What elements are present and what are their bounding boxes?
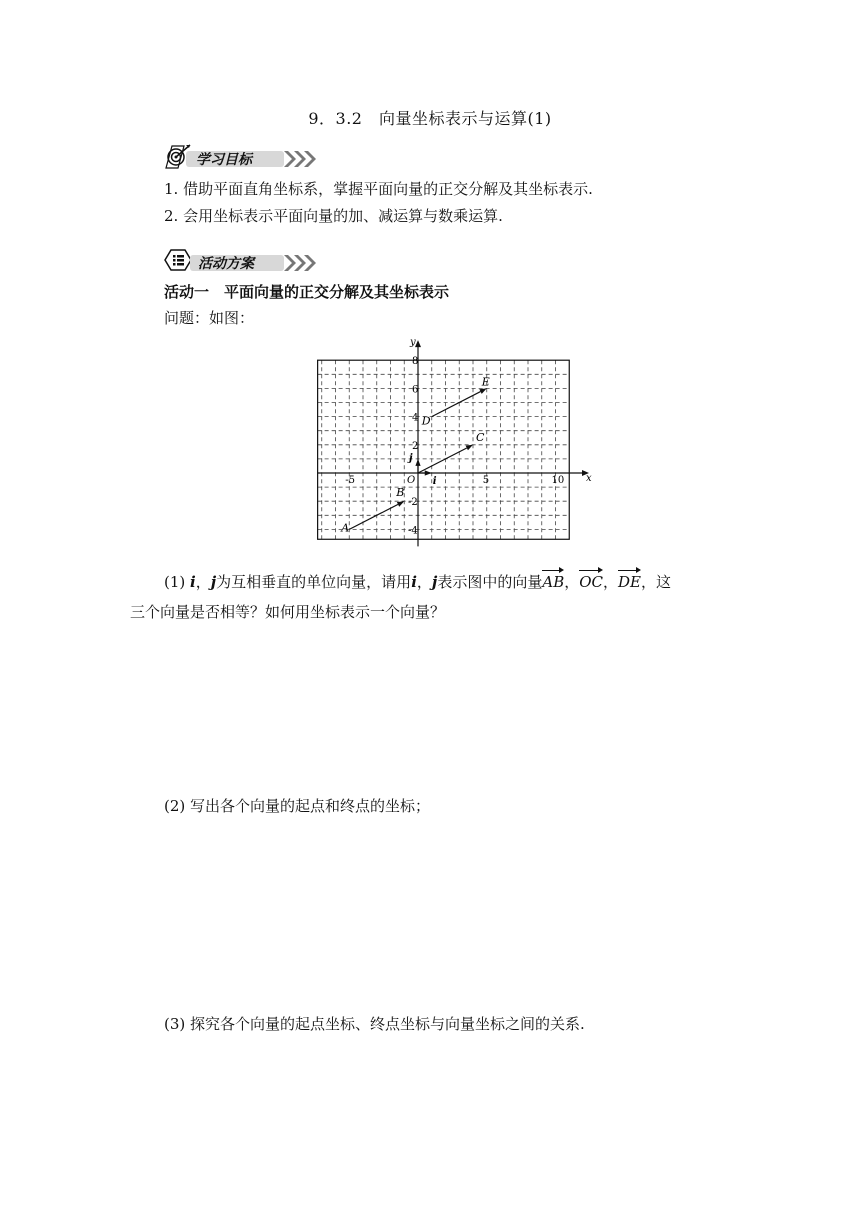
vector-arrowhead [415, 459, 420, 466]
y-tick-label: 4 [412, 412, 419, 424]
q1-j2: j [431, 573, 438, 591]
vector-arrowhead [466, 445, 473, 451]
tick-labels [345, 356, 564, 536]
chevrons-icon [284, 255, 316, 271]
grid [318, 360, 570, 539]
q1-comma1: ， [564, 573, 580, 591]
y-tick-label: -4 [408, 525, 418, 537]
y-axis-arrow [415, 340, 421, 347]
question-3: (3) 探究各个向量的起点坐标、终点坐标与向量坐标之间的关系. [164, 1015, 585, 1033]
q1-text-a: 为互相垂直的单位向量，请用 [216, 573, 412, 591]
q1-prefix: (1) [164, 573, 191, 591]
question-1-line-2: 三个向量是否相等？如何用坐标表示一个向量？ [130, 603, 446, 621]
activity-title: 活动一 平面向量的正交分解及其坐标表示 [164, 283, 450, 301]
objective-2: 2. 会用坐标表示平面向量的加、减运算与数乘运算. [164, 207, 503, 225]
x-axis-label: x [586, 473, 592, 484]
page-title: 9．3.2 向量坐标表示与运算(1) [308, 109, 552, 128]
q1-text-c: ，这 [641, 573, 672, 591]
q1-i2: i [411, 573, 417, 591]
q1-i: i [190, 573, 196, 591]
point-label-b: B [396, 486, 405, 500]
point-label-c: C [476, 430, 485, 444]
list-icon [165, 250, 191, 270]
y-tick-label: -2 [408, 497, 418, 509]
vector-arrowhead [479, 388, 486, 394]
vector-arrowhead [425, 470, 432, 475]
vector-oc: OC [579, 573, 604, 591]
q1-comma2: ， [603, 573, 619, 591]
objectives-badge [164, 142, 324, 170]
q1-sep2: ， [416, 573, 432, 591]
vector-ab: AB [542, 573, 565, 591]
x-tick-label: 5 [482, 475, 490, 486]
vector-de: DE [618, 573, 642, 591]
objective-1: 1. 借助平面直角坐标系，掌握平面向量的正交分解及其坐标表示. [164, 180, 593, 198]
y-tick-label: 8 [412, 356, 419, 368]
problem-intro: 问题：如图： [164, 309, 255, 327]
x-tick-label: -5 [345, 475, 355, 486]
question-2: (2) 写出各个向量的起点和终点的坐标； [164, 797, 431, 815]
question-1-line-1 [164, 571, 671, 593]
y-tick-label: 2 [412, 440, 419, 452]
unit-label-i: i [432, 476, 437, 487]
vector-arrowhead [397, 501, 404, 507]
point-label-e: E [481, 375, 490, 389]
chevrons-icon [284, 151, 316, 167]
activity-badge-label: 活动方案 [198, 256, 254, 272]
point-label-a: A [341, 521, 350, 535]
grid-frame [318, 360, 570, 539]
point-label-d: D [421, 414, 431, 428]
activity-badge [164, 246, 324, 274]
q1-text-b: 表示图中的向量 [437, 573, 543, 591]
q1-j: j [210, 573, 217, 591]
coordinate-figure [305, 335, 590, 550]
q1-sep: ， [195, 573, 211, 591]
y-tick-label: 6 [412, 384, 419, 396]
objectives-badge-label: 学习目标 [196, 152, 252, 168]
x-tick-label: 10 [551, 475, 565, 486]
origin-label: O [407, 475, 416, 486]
y-axis-label: y [410, 337, 416, 349]
unit-label-j: j [409, 452, 413, 464]
